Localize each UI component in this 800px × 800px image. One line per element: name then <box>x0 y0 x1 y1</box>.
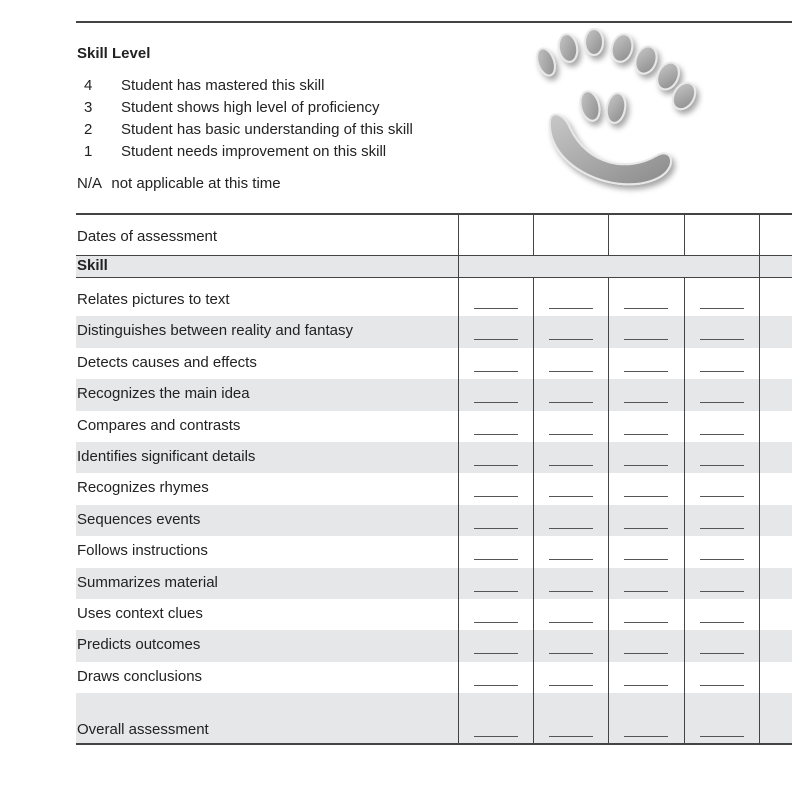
legend-number: 2 <box>84 121 93 138</box>
legend-number: 4 <box>84 77 93 94</box>
score-blank[interactable] <box>624 402 668 403</box>
score-blank[interactable] <box>700 434 744 435</box>
score-blank[interactable] <box>474 339 518 340</box>
column-divider <box>533 215 534 743</box>
score-blank[interactable] <box>549 371 593 372</box>
skill-label: Draws conclusions <box>77 667 203 685</box>
skill-label: Distinguishes between reality and fantasy <box>77 322 353 340</box>
score-blank[interactable] <box>700 528 744 529</box>
skill-column-header: Skill <box>77 257 108 274</box>
column-divider <box>608 215 609 743</box>
legend-number: 1 <box>84 143 93 160</box>
score-blank[interactable] <box>474 465 518 466</box>
score-blank[interactable] <box>549 339 593 340</box>
score-blank[interactable] <box>474 622 518 623</box>
score-blank[interactable] <box>700 591 744 592</box>
skill-label: Recognizes the main idea <box>77 385 250 403</box>
legend-description: Student has mastered this skill <box>121 77 325 94</box>
handprint-smiley-icon <box>528 28 728 198</box>
column-divider <box>458 215 459 743</box>
score-blank[interactable] <box>474 402 518 403</box>
score-blank[interactable] <box>549 622 593 623</box>
score-blank[interactable] <box>549 591 593 592</box>
score-blank[interactable] <box>700 371 744 372</box>
score-blank[interactable] <box>474 434 518 435</box>
score-blank[interactable] <box>624 496 668 497</box>
score-blank[interactable] <box>624 653 668 654</box>
score-blank[interactable] <box>474 653 518 654</box>
column-divider <box>759 215 760 743</box>
overall-label: Overall assessment <box>77 721 209 738</box>
score-blank[interactable] <box>474 496 518 497</box>
score-blank[interactable] <box>700 653 744 654</box>
score-blank[interactable] <box>549 685 593 686</box>
skill-label: Sequences events <box>77 510 201 528</box>
legend-na <box>77 173 281 195</box>
skill-label: Follows instructions <box>77 542 208 560</box>
score-blank[interactable] <box>624 465 668 466</box>
skill-label: Recognizes rhymes <box>77 479 209 497</box>
score-blank[interactable] <box>700 736 744 737</box>
score-blank[interactable] <box>624 528 668 529</box>
score-blank[interactable] <box>549 402 593 403</box>
skill-label: Predicts outcomes <box>77 636 201 654</box>
score-blank[interactable] <box>549 528 593 529</box>
score-blank[interactable] <box>624 559 668 560</box>
score-blank[interactable] <box>624 736 668 737</box>
score-blank[interactable] <box>549 496 593 497</box>
skill-label: Relates pictures to text <box>77 291 230 308</box>
skill-label: Summarizes material <box>77 573 218 591</box>
skill-label: Detects causes and effects <box>77 353 257 371</box>
score-blank[interactable] <box>474 528 518 529</box>
score-blank[interactable] <box>624 308 668 309</box>
score-blank[interactable] <box>549 308 593 309</box>
score-blank[interactable] <box>549 653 593 654</box>
legend-description: Student shows high level of proficiency <box>121 99 380 116</box>
na-description: not applicable at this time <box>111 175 281 192</box>
legend-number: 3 <box>84 99 93 116</box>
legend-title: Skill Level <box>77 45 151 62</box>
score-blank[interactable] <box>700 496 744 497</box>
dates-label: Dates of assessment <box>77 228 218 245</box>
score-blank[interactable] <box>624 339 668 340</box>
score-blank[interactable] <box>549 736 593 737</box>
score-blank[interactable] <box>700 308 744 309</box>
score-blank[interactable] <box>474 736 518 737</box>
score-blank[interactable] <box>700 559 744 560</box>
score-blank[interactable] <box>624 685 668 686</box>
score-blank[interactable] <box>700 685 744 686</box>
score-blank[interactable] <box>700 465 744 466</box>
level-header-band <box>459 256 759 277</box>
score-blank[interactable] <box>549 559 593 560</box>
score-blank[interactable] <box>474 371 518 372</box>
score-blank[interactable] <box>700 402 744 403</box>
bottom-rule <box>76 743 792 745</box>
score-blank[interactable] <box>624 622 668 623</box>
top-rule <box>76 21 792 23</box>
score-blank[interactable] <box>700 622 744 623</box>
na-code: N/A <box>77 175 102 192</box>
score-blank[interactable] <box>474 591 518 592</box>
score-blank[interactable] <box>624 591 668 592</box>
score-blank[interactable] <box>549 465 593 466</box>
score-blank[interactable] <box>474 559 518 560</box>
legend-description: Student needs improvement on this skill <box>121 143 387 160</box>
score-blank[interactable] <box>624 434 668 435</box>
skill-label: Identifies significant details <box>77 448 256 465</box>
legend-description: Student has basic understanding of this skill <box>121 121 413 138</box>
skill-label: Uses context clues <box>77 605 203 622</box>
score-blank[interactable] <box>624 371 668 372</box>
score-blank[interactable] <box>700 339 744 340</box>
score-blank[interactable] <box>549 434 593 435</box>
skill-label: Compares and contrasts <box>77 416 241 434</box>
score-blank[interactable] <box>474 685 518 686</box>
score-blank[interactable] <box>474 308 518 309</box>
column-divider <box>684 215 685 743</box>
